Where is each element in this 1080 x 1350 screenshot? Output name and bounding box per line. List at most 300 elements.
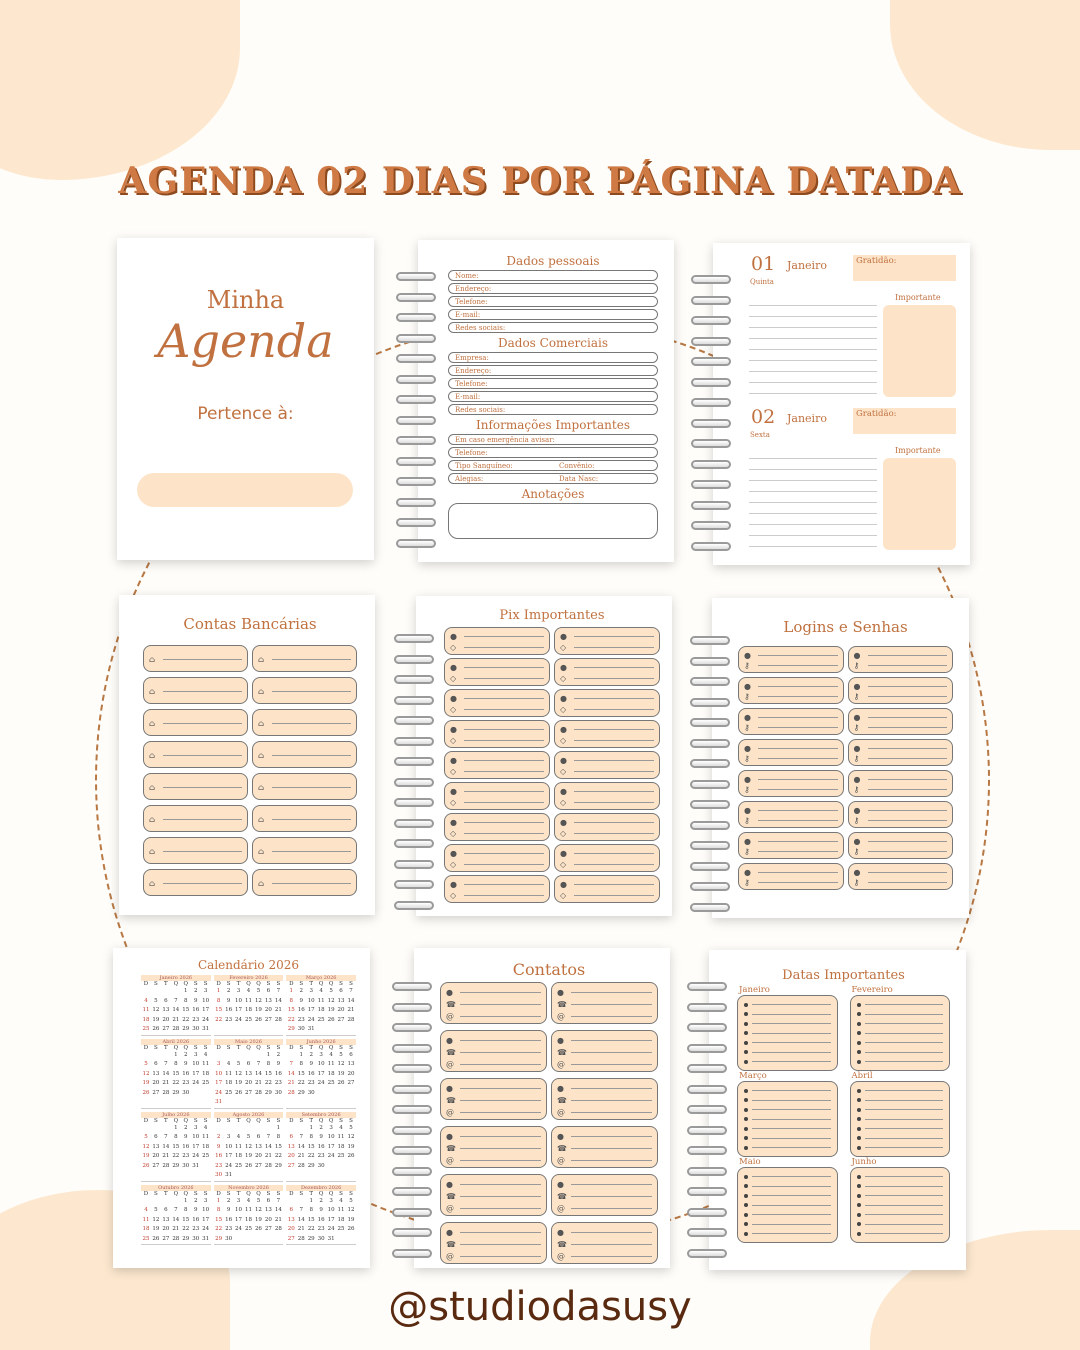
day[interactable]: 7 — [289, 1061, 294, 1067]
date-line[interactable] — [865, 1042, 944, 1043]
day[interactable]: 21 — [254, 1080, 262, 1086]
day[interactable]: 15 — [297, 1070, 305, 1077]
day[interactable]: 21 — [264, 1153, 272, 1159]
entry-line[interactable] — [460, 1148, 541, 1149]
day[interactable]: 22 — [215, 1226, 223, 1232]
entry-line[interactable] — [460, 1100, 541, 1101]
day[interactable]: 11 — [337, 1207, 345, 1213]
day[interactable]: 20 — [264, 1216, 272, 1223]
day[interactable]: 13 — [347, 1061, 355, 1067]
day[interactable]: 6 — [246, 1061, 251, 1067]
day[interactable]: 30 — [225, 1235, 233, 1242]
entry-card[interactable] — [143, 869, 248, 896]
day[interactable]: 22 — [182, 1226, 190, 1232]
entry-line[interactable] — [758, 882, 838, 883]
info-field[interactable]: Alegias: Data Nasc: — [448, 473, 658, 484]
day[interactable]: 12 — [152, 1007, 160, 1013]
writing-line[interactable] — [749, 316, 877, 317]
day[interactable]: 6 — [289, 1134, 294, 1140]
day[interactable]: 8 — [174, 1061, 178, 1067]
day[interactable]: 6 — [154, 1134, 158, 1140]
day[interactable]: 7 — [299, 1134, 303, 1140]
day[interactable]: 27 — [337, 1016, 345, 1023]
day[interactable]: 9 — [299, 997, 303, 1004]
day[interactable]: 10 — [202, 1207, 210, 1213]
entry-card[interactable] — [440, 1222, 547, 1264]
day[interactable]: 19 — [235, 1080, 243, 1086]
entry-card[interactable] — [440, 1174, 547, 1216]
day[interactable]: 1 — [309, 1124, 313, 1131]
date-line[interactable] — [752, 1090, 831, 1091]
entry-line[interactable] — [464, 802, 544, 803]
day[interactable]: 9 — [216, 1143, 221, 1150]
entry-line[interactable] — [163, 691, 242, 692]
day[interactable]: 17 — [317, 1070, 325, 1077]
date-line[interactable] — [752, 1128, 831, 1129]
day[interactable]: 20 — [162, 1016, 170, 1023]
date-line[interactable] — [865, 1233, 944, 1234]
day[interactable]: 3 — [236, 1197, 241, 1204]
day[interactable]: 19 — [337, 1070, 345, 1077]
day[interactable]: 20 — [152, 1153, 160, 1159]
entry-card[interactable] — [440, 1078, 547, 1120]
entry-line[interactable] — [464, 864, 544, 865]
entry-line[interactable] — [571, 1088, 652, 1089]
day[interactable]: 5 — [329, 988, 333, 994]
day[interactable]: 28 — [172, 1026, 180, 1032]
day[interactable]: 19 — [254, 1007, 262, 1013]
entry-line[interactable] — [571, 1256, 652, 1257]
day[interactable]: 16 — [317, 1143, 325, 1150]
day[interactable]: 20 — [244, 1080, 252, 1086]
day[interactable]: 13 — [287, 1143, 295, 1150]
day[interactable]: 31 — [327, 1235, 335, 1242]
day[interactable]: 30 — [182, 1162, 190, 1169]
day[interactable]: 11 — [327, 1061, 335, 1067]
day[interactable]: 17 — [192, 1143, 200, 1150]
entry-line[interactable] — [868, 851, 948, 852]
day[interactable]: 16 — [274, 1070, 282, 1077]
day[interactable]: 29 — [182, 1235, 190, 1242]
day[interactable]: 27 — [162, 1026, 170, 1032]
day[interactable]: 26 — [254, 1226, 262, 1232]
day[interactable]: 5 — [246, 1134, 251, 1140]
day[interactable]: 29 — [172, 1089, 180, 1096]
day[interactable]: 15 — [307, 1143, 315, 1150]
day[interactable]: 8 — [184, 997, 188, 1004]
entry-line[interactable] — [464, 740, 544, 741]
day[interactable]: 5 — [144, 1134, 148, 1140]
day[interactable]: 7 — [299, 1207, 303, 1213]
entry-line[interactable] — [464, 822, 544, 823]
day[interactable]: 5 — [256, 1197, 261, 1204]
writing-line[interactable] — [749, 535, 877, 536]
data-field[interactable]: Empresa: — [448, 352, 658, 363]
entry-line[interactable] — [163, 851, 242, 852]
day[interactable]: 29 — [172, 1162, 180, 1169]
entry-card[interactable] — [143, 645, 248, 672]
day[interactable]: 24 — [327, 1153, 335, 1159]
entry-line[interactable] — [464, 771, 544, 772]
day[interactable]: 1 — [276, 1124, 281, 1131]
day[interactable]: 29 — [287, 1026, 295, 1032]
day[interactable]: 29 — [307, 1162, 315, 1169]
day[interactable]: 3 — [193, 1051, 198, 1058]
date-box[interactable] — [850, 1167, 951, 1243]
day[interactable]: 4 — [329, 1051, 333, 1058]
day[interactable]: 3 — [329, 1197, 333, 1204]
cover-name-field[interactable] — [137, 473, 353, 507]
entry-line[interactable] — [574, 678, 654, 679]
day[interactable]: 1 — [299, 1051, 303, 1058]
date-line[interactable] — [752, 1186, 831, 1187]
entry-line[interactable] — [460, 1244, 541, 1245]
day[interactable]: 1 — [184, 1197, 188, 1204]
entry-card[interactable] — [738, 770, 844, 797]
entry-card[interactable] — [444, 813, 550, 841]
day[interactable]: 30 — [192, 1026, 200, 1032]
day[interactable]: 8 — [309, 1207, 313, 1213]
date-box[interactable] — [737, 1167, 838, 1243]
day[interactable]: 18 — [317, 1007, 325, 1013]
entry-line[interactable] — [460, 1004, 541, 1005]
day[interactable]: 4 — [339, 1124, 343, 1131]
day[interactable]: 25 — [327, 1080, 335, 1086]
day[interactable]: 6 — [256, 1134, 261, 1140]
writing-line[interactable] — [749, 513, 877, 514]
date-line[interactable] — [752, 1138, 831, 1139]
day[interactable]: 15 — [182, 1007, 190, 1013]
day[interactable]: 24 — [192, 1080, 200, 1086]
day[interactable]: 24 — [307, 1016, 315, 1023]
day[interactable]: 28 — [162, 1089, 170, 1096]
day[interactable]: 15 — [215, 1216, 223, 1223]
day[interactable]: 27 — [162, 1235, 170, 1242]
entry-line[interactable] — [272, 659, 351, 660]
day[interactable]: 31 — [307, 1026, 315, 1032]
date-line[interactable] — [865, 1224, 944, 1225]
entry-card[interactable] — [554, 844, 660, 872]
day[interactable]: 15 — [215, 1007, 223, 1013]
entry-line[interactable] — [574, 822, 654, 823]
important-box[interactable] — [883, 305, 956, 397]
writing-line[interactable] — [749, 305, 877, 306]
data-field[interactable]: Endereço: — [448, 365, 658, 376]
day[interactable]: 20 — [287, 1226, 295, 1232]
entry-line[interactable] — [571, 1160, 652, 1161]
writing-line[interactable] — [749, 480, 877, 481]
entry-line[interactable] — [571, 1004, 652, 1005]
date-line[interactable] — [865, 1061, 944, 1062]
entry-line[interactable] — [868, 789, 948, 790]
entry-card[interactable] — [252, 869, 357, 896]
entry-line[interactable] — [868, 748, 948, 749]
entry-line[interactable] — [460, 1136, 541, 1137]
date-line[interactable] — [752, 1147, 831, 1148]
date-box[interactable] — [737, 995, 838, 1071]
writing-line[interactable] — [749, 469, 877, 470]
day[interactable]: 28 — [162, 1162, 170, 1169]
entry-line[interactable] — [163, 819, 242, 820]
entry-card[interactable] — [252, 645, 357, 672]
entry-card[interactable] — [440, 1126, 547, 1168]
day[interactable]: 19 — [152, 1226, 160, 1232]
entry-line[interactable] — [758, 851, 838, 852]
day[interactable]: 10 — [192, 1134, 200, 1140]
day[interactable]: 25 — [337, 1153, 345, 1159]
entry-card[interactable] — [554, 627, 660, 655]
entry-line[interactable] — [758, 779, 838, 780]
day[interactable]: 14 — [172, 1216, 180, 1223]
day[interactable]: 27 — [287, 1235, 295, 1242]
writing-line[interactable] — [749, 338, 877, 339]
day[interactable]: 9 — [184, 1134, 188, 1140]
entry-line[interactable] — [758, 820, 838, 821]
date-line[interactable] — [752, 1052, 831, 1053]
entry-line[interactable] — [571, 1100, 652, 1101]
day[interactable]: 31 — [225, 1172, 233, 1178]
entry-line[interactable] — [571, 992, 652, 993]
day[interactable]: 15 — [264, 1070, 272, 1077]
entry-line[interactable] — [571, 1112, 652, 1113]
date-box[interactable] — [850, 995, 951, 1071]
day[interactable]: 22 — [274, 1153, 282, 1159]
day[interactable]: 19 — [347, 1143, 355, 1150]
entry-card[interactable] — [738, 801, 844, 828]
day[interactable]: 25 — [235, 1162, 243, 1169]
day[interactable]: 24 — [235, 1016, 243, 1023]
entry-line[interactable] — [464, 791, 544, 792]
day[interactable]: 17 — [327, 1143, 335, 1150]
day[interactable]: 19 — [347, 1216, 355, 1223]
day[interactable]: 26 — [347, 1153, 355, 1159]
day[interactable]: 14 — [162, 1143, 170, 1150]
day[interactable]: 20 — [162, 1226, 170, 1232]
entry-card[interactable] — [143, 837, 248, 864]
day[interactable]: 3 — [329, 1124, 333, 1131]
date-line[interactable] — [752, 1004, 831, 1005]
day[interactable]: 22 — [172, 1080, 180, 1086]
entry-line[interactable] — [464, 895, 544, 896]
entry-card[interactable] — [444, 658, 550, 686]
entry-card[interactable] — [848, 646, 954, 673]
entry-line[interactable] — [464, 636, 544, 637]
day[interactable]: 4 — [339, 1197, 343, 1204]
date-line[interactable] — [865, 1052, 944, 1053]
day[interactable]: 16 — [192, 1007, 200, 1013]
day[interactable]: 2 — [184, 1051, 188, 1058]
day[interactable]: 20 — [264, 1007, 272, 1013]
entry-card[interactable] — [848, 863, 954, 890]
day[interactable]: 2 — [309, 1051, 313, 1058]
day[interactable]: 1 — [174, 1051, 178, 1058]
entry-line[interactable] — [460, 1160, 541, 1161]
day[interactable]: 21 — [162, 1080, 170, 1086]
day[interactable]: 20 — [347, 1070, 355, 1077]
day[interactable]: 23 — [307, 1080, 315, 1086]
day[interactable]: 10 — [215, 1070, 223, 1077]
day[interactable]: 8 — [184, 1207, 188, 1213]
day[interactable]: 3 — [309, 988, 313, 994]
entry-line[interactable] — [464, 678, 544, 679]
entry-line[interactable] — [868, 655, 948, 656]
entry-line[interactable] — [571, 1040, 652, 1041]
day[interactable]: 16 — [182, 1070, 190, 1077]
day[interactable]: 20 — [337, 1007, 345, 1013]
day[interactable]: 12 — [152, 1216, 160, 1223]
writing-line[interactable] — [749, 349, 877, 350]
entry-card[interactable] — [848, 708, 954, 735]
day[interactable]: 21 — [287, 1080, 295, 1086]
writing-line[interactable] — [749, 360, 877, 361]
date-line[interactable] — [752, 1176, 831, 1177]
writing-line[interactable] — [749, 327, 877, 328]
day[interactable]: 31 — [215, 1099, 223, 1105]
day[interactable]: 16 — [297, 1007, 305, 1013]
day[interactable]: 27 — [152, 1089, 160, 1096]
day[interactable]: 18 — [327, 1070, 335, 1077]
day[interactable]: 6 — [164, 997, 168, 1004]
entry-line[interactable] — [163, 787, 242, 788]
day[interactable]: 18 — [337, 1143, 345, 1150]
day[interactable]: 16 — [317, 1216, 325, 1223]
day[interactable]: 19 — [327, 1007, 335, 1013]
day[interactable]: 10 — [327, 1207, 335, 1213]
entry-line[interactable] — [272, 755, 351, 756]
day[interactable]: 11 — [202, 1134, 210, 1140]
entry-line[interactable] — [272, 787, 351, 788]
date-line[interactable] — [865, 1128, 944, 1129]
date-line[interactable] — [865, 1090, 944, 1091]
day[interactable]: 3 — [193, 1124, 198, 1131]
day[interactable]: 10 — [202, 997, 210, 1004]
day[interactable]: 10 — [317, 1061, 325, 1067]
entry-line[interactable] — [758, 841, 838, 842]
day[interactable]: 18 — [142, 1016, 150, 1023]
day[interactable]: 2 — [193, 988, 198, 994]
entry-line[interactable] — [574, 895, 654, 896]
day[interactable]: 4 — [236, 1134, 241, 1140]
day[interactable]: 23 — [182, 1080, 190, 1086]
day[interactable]: 18 — [337, 1216, 345, 1223]
day[interactable]: 26 — [337, 1080, 345, 1086]
day[interactable]: 28 — [172, 1235, 180, 1242]
day[interactable]: 9 — [319, 1134, 323, 1140]
entry-line[interactable] — [868, 717, 948, 718]
entry-card[interactable] — [738, 739, 844, 766]
day[interactable]: 7 — [174, 1207, 178, 1213]
day[interactable]: 24 — [225, 1162, 233, 1169]
entry-card[interactable] — [554, 782, 660, 810]
day[interactable]: 21 — [172, 1016, 180, 1023]
day[interactable]: 24 — [327, 1226, 335, 1232]
entry-line[interactable] — [272, 883, 351, 884]
entry-line[interactable] — [574, 864, 654, 865]
entry-line[interactable] — [571, 1244, 652, 1245]
day[interactable]: 18 — [202, 1070, 210, 1077]
day[interactable]: 19 — [152, 1016, 160, 1023]
day[interactable]: 28 — [274, 1016, 282, 1023]
entry-card[interactable] — [252, 837, 357, 864]
day[interactable]: 25 — [244, 1226, 252, 1232]
entry-line[interactable] — [571, 1016, 652, 1017]
entry-card[interactable] — [252, 805, 357, 832]
day[interactable]: 12 — [337, 1061, 345, 1067]
day[interactable]: 5 — [154, 1207, 158, 1213]
entry-line[interactable] — [574, 709, 654, 710]
day[interactable]: 10 — [235, 997, 243, 1004]
day[interactable]: 28 — [274, 1226, 282, 1232]
day[interactable]: 7 — [164, 1061, 168, 1067]
entry-line[interactable] — [758, 872, 838, 873]
day[interactable]: 8 — [289, 997, 294, 1004]
entry-card[interactable] — [444, 627, 550, 655]
day[interactable]: 13 — [152, 1070, 160, 1077]
entry-card[interactable] — [444, 844, 550, 872]
day[interactable]: 11 — [202, 1061, 210, 1067]
day[interactable]: 7 — [276, 1197, 281, 1204]
date-line[interactable] — [752, 1119, 831, 1120]
day[interactable]: 4 — [246, 1197, 251, 1204]
entry-card[interactable] — [554, 689, 660, 717]
entry-line[interactable] — [758, 665, 838, 666]
day[interactable]: 18 — [142, 1226, 150, 1232]
entry-card[interactable] — [252, 709, 357, 736]
entry-line[interactable] — [163, 723, 242, 724]
day[interactable]: 26 — [347, 1226, 355, 1232]
day[interactable]: 8 — [216, 1207, 221, 1213]
day[interactable]: 3 — [226, 1134, 231, 1140]
day[interactable]: 1 — [309, 1197, 313, 1204]
day[interactable]: 12 — [235, 1070, 243, 1077]
day[interactable]: 2 — [276, 1051, 281, 1058]
day[interactable]: 7 — [349, 988, 353, 994]
day[interactable]: 23 — [215, 1162, 223, 1169]
info-field[interactable]: Tipo Sanguíneo: Convênio: — [448, 460, 658, 471]
important-box[interactable] — [883, 458, 956, 550]
day[interactable]: 27 — [254, 1162, 262, 1169]
entry-line[interactable] — [574, 791, 654, 792]
entry-line[interactable] — [574, 833, 654, 834]
entry-line[interactable] — [571, 1052, 652, 1053]
date-box[interactable] — [850, 1081, 951, 1157]
entry-card[interactable] — [143, 677, 248, 704]
day[interactable]: 21 — [297, 1153, 305, 1159]
entry-line[interactable] — [460, 1232, 541, 1233]
data-field[interactable]: E-mail: — [448, 309, 658, 320]
entry-card[interactable] — [143, 805, 248, 832]
entry-card[interactable] — [554, 658, 660, 686]
day[interactable]: 16 — [225, 1007, 233, 1013]
day[interactable]: 13 — [152, 1143, 160, 1150]
day[interactable]: 27 — [152, 1162, 160, 1169]
day[interactable]: 30 — [307, 1089, 315, 1096]
date-line[interactable] — [865, 1205, 944, 1206]
day[interactable]: 16 — [307, 1070, 315, 1077]
day[interactable]: 21 — [297, 1226, 305, 1232]
day[interactable]: 4 — [246, 988, 251, 994]
writing-line[interactable] — [749, 502, 877, 503]
entry-line[interactable] — [464, 884, 544, 885]
day[interactable]: 15 — [307, 1216, 315, 1223]
day[interactable]: 20 — [287, 1153, 295, 1159]
day[interactable]: 11 — [142, 1007, 150, 1013]
day[interactable]: 2 — [216, 1134, 221, 1140]
day[interactable]: 29 — [182, 1026, 190, 1032]
day[interactable]: 3 — [216, 1061, 221, 1067]
notes-box[interactable] — [448, 503, 658, 539]
day[interactable]: 22 — [307, 1153, 315, 1159]
